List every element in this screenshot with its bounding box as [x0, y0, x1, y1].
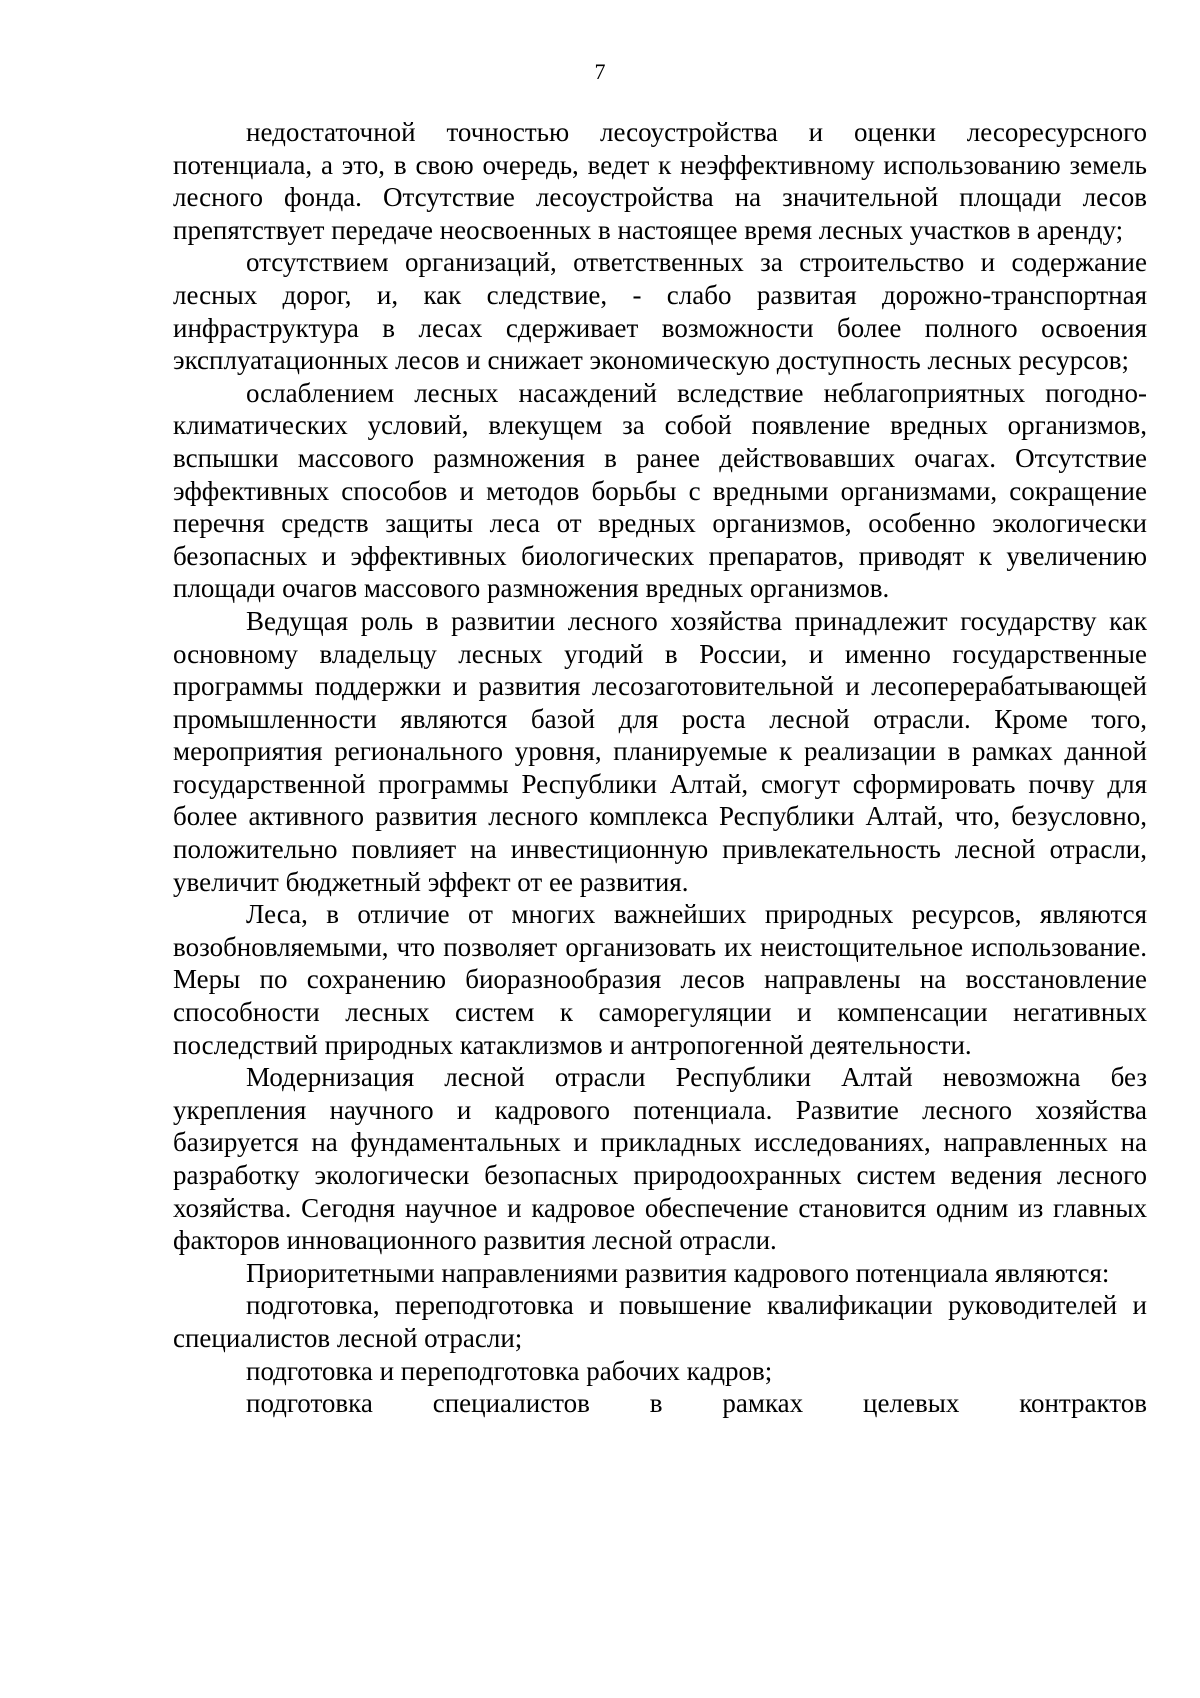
paragraph-prioritetnye-napravleniya: Приоритетными направлениями развития кадрового потенциала являются:: [246, 1257, 1110, 1288]
paragraph-vozobnovlyaemye-lesa: Леса, в отличие от многих важнейших природных ресурсов, являются возобновляемыми, что позволяет организовать их неистощительное использование. Меры по сохранению биоразнообразия лесов направлены на восстановление способности лесных систем к саморегуляции и компенсации негативных последствий природных катаклизмов и антропогенной деятельности.: [173, 899, 1147, 1060]
paragraph-vrednye-organizmy: ослаблением лесных насаждений вследствие неблагоприятных погодно-климатических условий, влекущем за собой появление вредных организмов, вспышки массового размножения в ранее действовавших очагах. Отсутствие эффективных способов и методов борьбы с вредными организмами, сокращение перечня средств защиты леса от вредных организмов, особенно экологически безопасных и эффективных биологических препаратов, приводят к увеличению площади очагов массового размножения вредных организмов.: [173, 377, 1147, 604]
paragraph-rol-gosudarstva: Ведущая роль в развитии лесного хозяйства принадлежит государству как основному владельцу лесных угодий в России, и именно государственные программы поддержки и развития лесозаготовительной и лесоперерабатывающей промышленности являются базой для роста лесной отрасли. Кроме того, мероприятия регионального уровня, планируемые к реализации в рамках данной государственной программы Республики Алтай, смогут сформировать почву для более активного развития лесного комплекса Республики Алтай, что, безусловно, положительно повлияет на инвестиционную привлекательность лесной отрасли, увеличит бюджетный эффект от ее развития.: [173, 605, 1147, 897]
list-item-rabochie-kadry: подготовка и переподготовка рабочих кадров;: [246, 1355, 773, 1386]
paragraph-modernizatsiya: Модернизация лесной отрасли Республики Алтай невозможна без укрепления научного и кадрового потенциала. Развитие лесного хозяйства базируется на фундаментальных и прикладных исследованиях, направленных на разработку экологически безопасных природоохранных систем ведения лесного хозяйства. Сегодня научное и кадровое обеспечение становится одним из главных факторов инновационного развития лесной отрасли.: [173, 1062, 1147, 1256]
list-item-tselevye-kontrakty: подготовка специалистов в рамках целевых контрактов: [246, 1388, 1147, 1419]
page-number: 7: [594, 59, 606, 84]
paragraph-lesoustroystvo: недостаточной точностью лесоустройства и оценки лесоресурсного потенциала, а это, в свою очередь, ведет к неэффективному использованию земель лесного фонда. Отсутствие лесоустройства на значительной площади лесов препятствует передаче неосвоенных в настоящее время лесных участков в аренду;: [173, 117, 1147, 245]
list-item-povyshenie-kvalifikatsii: подготовка, переподготовка и повышение квалификации руководителей и специалистов лесной отрасли;: [173, 1290, 1147, 1353]
paragraph-lesnye-dorogi: отсутствием организаций, ответственных за строительство и содержание лесных дорог, и, как следствие, - слабо развитая дорожно-транспортная инфраструктура в лесах сдерживает возможности более полного освоения эксплуатационных лесов и снижает экономическую доступность лесных ресурсов;: [173, 247, 1147, 376]
body-text: [173, 116, 1147, 1420]
